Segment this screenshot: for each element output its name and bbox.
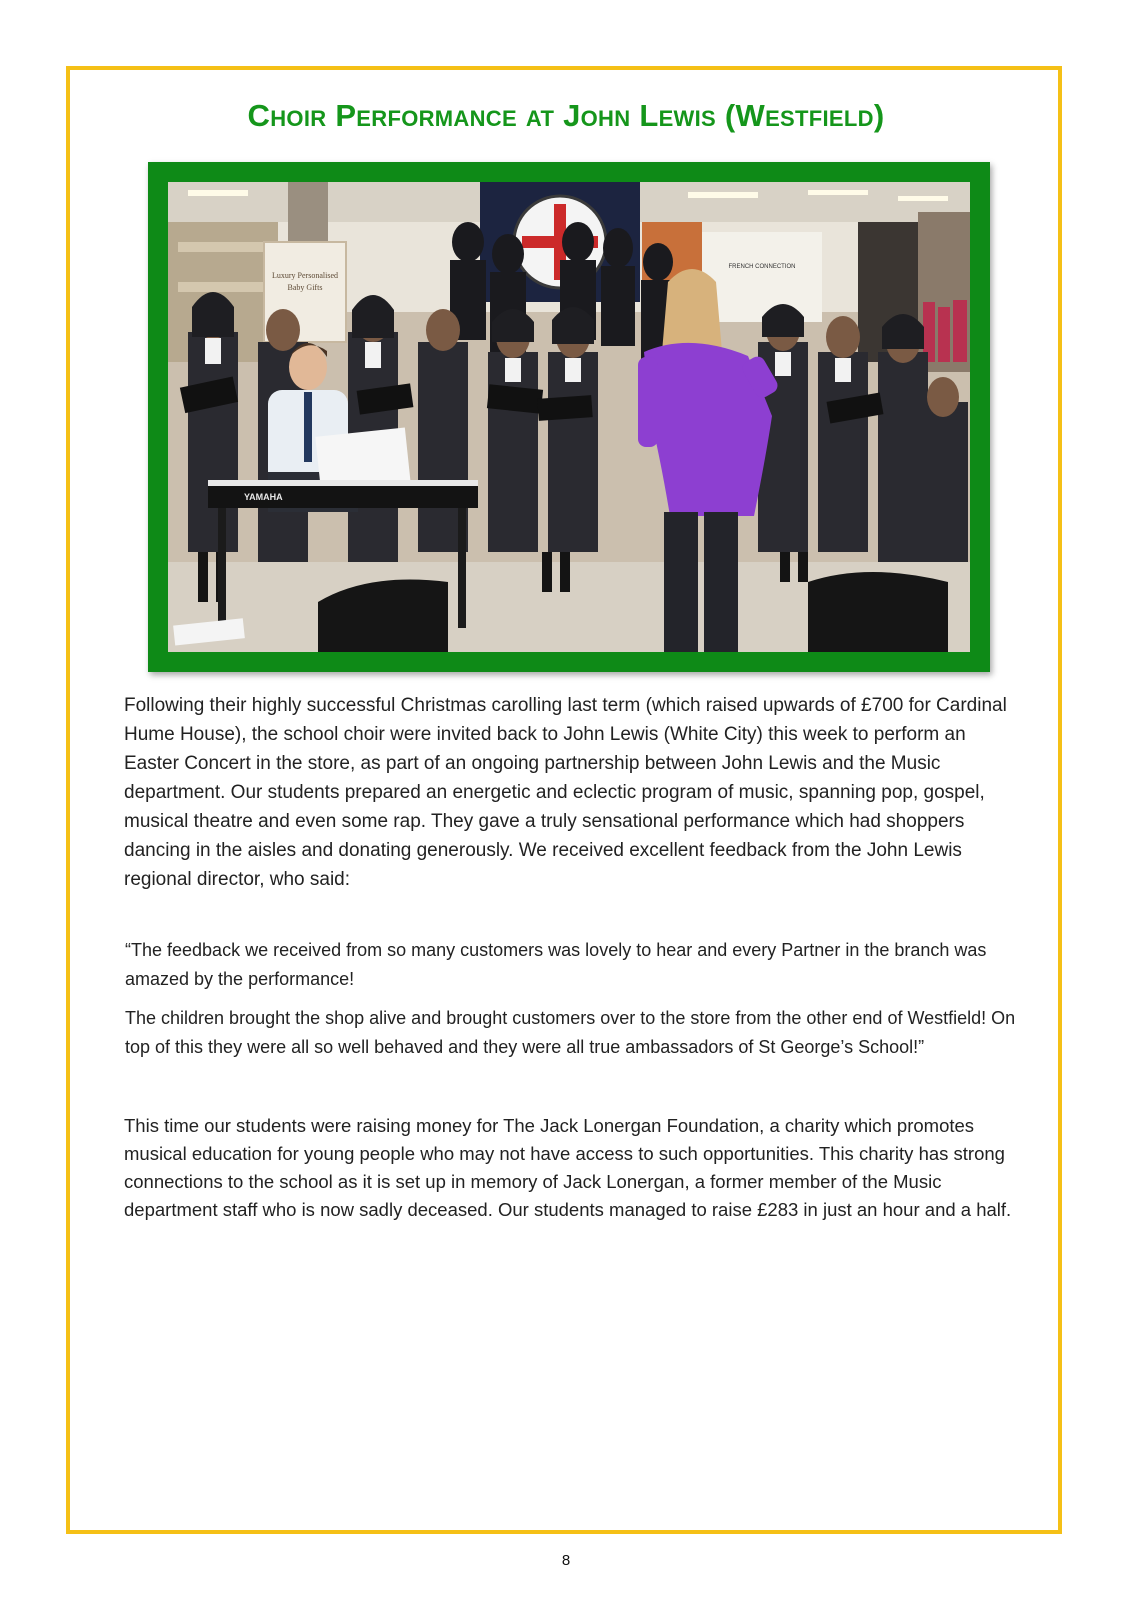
choir-photo-illustration [168, 182, 970, 652]
intro-paragraph: Following their highly successful Christmas carolling last term (which raised upwards of £700 for Cardinal Hume House), the school choir were invited back to John Lewis (White City) this week to perform an Easter Concert in the store, as part of an ongoing partnership between John Lewis and the Music department. Our students prepared an energetic and eclectic program of music, spanning pop, gospel, musical theatre and even some rap. They gave a truly sensational performance which had shoppers dancing in the aisles and donating generously. We received excellent feedback from the John Lewis regional director, who said: [124, 695, 1007, 890]
article-title: Choir Performance at John Lewis (Westfield) [247, 98, 885, 133]
svg-text:Luxury Personalised: Luxury Personalised [272, 271, 338, 280]
choir-photo [168, 182, 970, 652]
svg-text:YAMAHA: YAMAHA [244, 492, 283, 502]
store-sign [702, 232, 822, 322]
charity-paragraph: This time our students were raising money for The Jack Lonergan Foundation, a charity which promotes musical education for young people who may not have access to such opportunities. This charity has strong connections to the school as it is set up in memory of Jack Lonergan, a former member of the Music department staff who is now sadly deceased. Our students managed to raise £283 in just an hour and a half. [124, 1115, 1012, 1220]
speaker-right [808, 572, 948, 652]
svg-text:Baby Gifts: Baby Gifts [287, 283, 323, 292]
photo-frame [148, 162, 990, 672]
quote-paragraph-2: The children brought the shop alive and brought customers over to the store from the other end of Westfield! On top of this they were all so well behaved and they were all true ambassadors of St George’s School!” [125, 1008, 1016, 1057]
quote-paragraph-1: “The feedback we received from so many customers was lovely to hear and every Partner in the branch was amazed by the performance! [125, 940, 987, 989]
page-number: 8 [561, 1552, 571, 1569]
svg-text:FRENCH CONNECTION: FRENCH CONNECTION [728, 264, 796, 270]
